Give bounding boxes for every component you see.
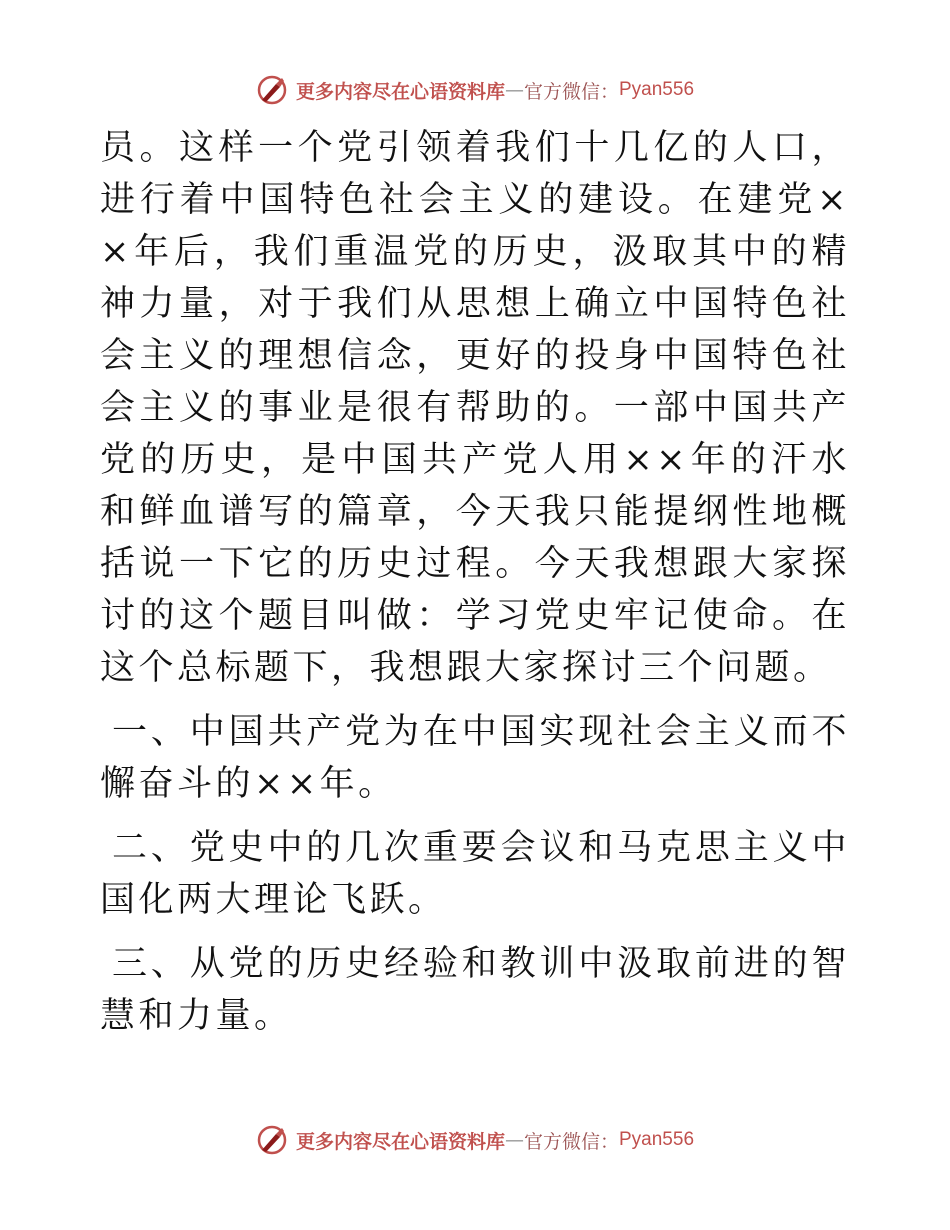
document-body [100,122,850,1042]
footer-brand-text: 更多内容尽在心语资料库 [295,1130,505,1153]
outline-item-3: 三、从党的历史经验和教训中汲取前进的智慧和力量。 [100,944,850,1036]
outline-item-1: 一、中国共产党为在中国实现社会主义而不懈奋斗的××年。 [100,712,850,804]
header-watermark-banner [0,70,950,110]
outline-item-2: 二、党史中的几次重要会议和马克思主义中国化两大理论飞跃。 [100,828,850,920]
footer-wechat-label: 官方微信： [523,1130,619,1153]
pen-logo-icon [256,1124,288,1156]
header-wechat-label: 官方微信： [523,80,619,103]
body-paragraph: 员。这样一个党引领着我们十几亿的人口，进行着中国特色社会主义的建设。在建党××年后，我们重温党的历史，汲取其中的精神力量，对于我们从思想上确立中国特色社会主义的理想信念，更好的投身中国特色社会主义的事业是很有帮助的。一部中国共产党的历史，是中国共产党人用××年的汗水和鲜血谱写的篇章，今天我只能提纲性地概括说一下它的历史过程。今天我想跟大家探讨的这个题目叫做：学习党史牢记使命。在这个总标题下，我想跟大家探讨三个问题。 [100,128,850,688]
footer-watermark-banner [0,1120,950,1160]
header-wechat-id: Pyan556 [619,79,695,100]
pen-logo-icon [256,74,288,106]
footer-separator: — [504,1129,524,1151]
header-separator: — [504,79,524,101]
footer-wechat-id: Pyan556 [619,1129,695,1150]
header-brand-text: 更多内容尽在心语资料库 [295,80,505,103]
